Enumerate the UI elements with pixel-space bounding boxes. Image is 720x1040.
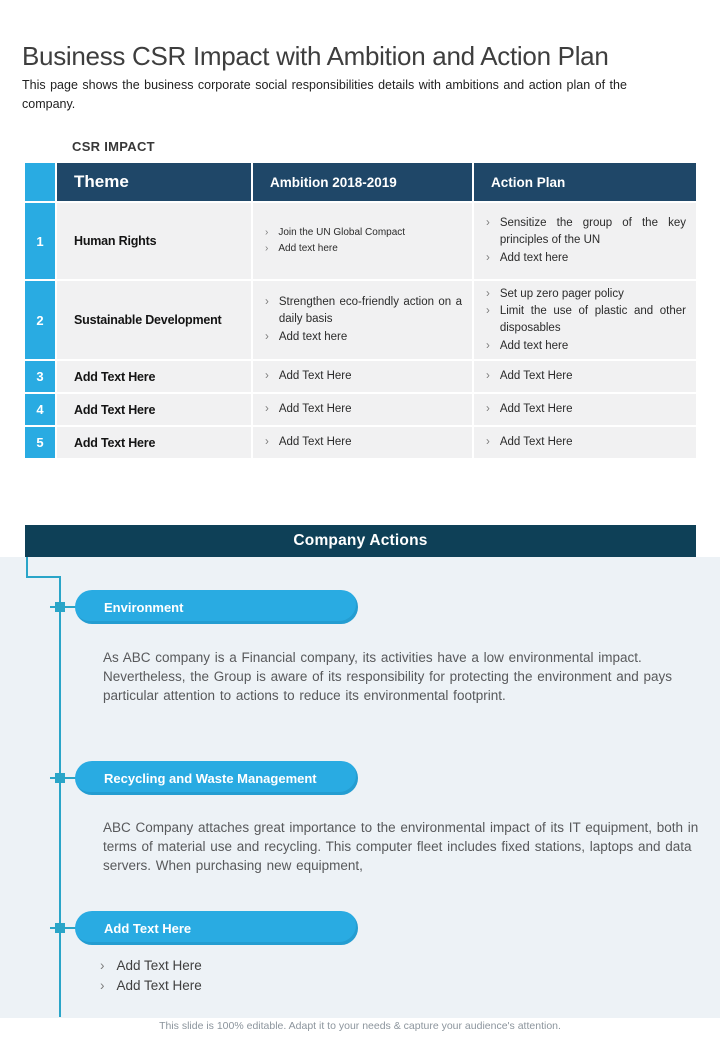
action-plan-cell bbox=[474, 427, 696, 458]
page-subtitle: This page shows the business corporate social responsibilities details with ambitions and action plan of the company. bbox=[22, 77, 627, 111]
ambition-cell bbox=[253, 427, 472, 458]
bullet-item: › Set up zero pager policy bbox=[486, 286, 686, 303]
column-header-theme: Theme bbox=[57, 163, 251, 201]
bullet-item: › Add Text Here bbox=[100, 956, 202, 976]
bullet-item: › Add text here bbox=[486, 338, 686, 355]
theme-cell: Human Rights bbox=[57, 203, 251, 279]
section-bullets-add-text bbox=[100, 956, 202, 995]
bullet-item: › Add text here bbox=[265, 242, 462, 257]
table-corner-cell bbox=[25, 163, 55, 201]
bullet-item: › Join the UN Global Compact bbox=[265, 226, 462, 241]
action-plan-cell bbox=[474, 394, 696, 425]
row-number: 5 bbox=[25, 427, 55, 458]
connector-line-vertical-main bbox=[59, 576, 61, 1017]
action-plan-cell bbox=[474, 281, 696, 359]
row-number: 3 bbox=[25, 361, 55, 392]
connector-node bbox=[55, 602, 65, 612]
bullet-item: › Add Text Here bbox=[486, 401, 686, 418]
connector-line-horizontal bbox=[26, 576, 61, 578]
ambition-cell bbox=[253, 394, 472, 425]
ambition-cell bbox=[253, 281, 472, 359]
bullet-item: › Add Text Here bbox=[486, 434, 686, 451]
ambition-cell bbox=[253, 361, 472, 392]
bullet-item: › Sensitize the group of the key principles of the UN bbox=[486, 215, 686, 248]
ambition-cell bbox=[253, 203, 472, 279]
row-number: 4 bbox=[25, 394, 55, 425]
section-pill-environment: Environment bbox=[75, 590, 358, 624]
csr-impact-label: CSR IMPACT bbox=[72, 139, 155, 154]
theme-cell: Add Text Here bbox=[57, 361, 251, 392]
csr-impact-table bbox=[25, 163, 696, 458]
theme-cell: Sustainable Development bbox=[57, 281, 251, 359]
section-body-environment: As ABC company is a Financial company, its activities have a low environmental impact. Nevertheless, the Group is aware of its responsibility for protecting the environment and pays particular attention to actions to reduce its environmental footprint. bbox=[103, 649, 673, 703]
page-title: Business CSR Impact with Ambition and Action Plan bbox=[22, 41, 609, 72]
action-plan-cell bbox=[474, 361, 696, 392]
section-pill-recycling: Recycling and Waste Management bbox=[75, 761, 358, 795]
bullet-item: › Add Text Here bbox=[265, 368, 462, 385]
bullet-item: › Add text here bbox=[265, 329, 462, 346]
column-header-ambition: Ambition 2018-2019 bbox=[253, 163, 472, 201]
section-pill-add-text: Add Text Here bbox=[75, 911, 358, 945]
row-number: 2 bbox=[25, 281, 55, 359]
connector-line-vertical-start bbox=[26, 557, 28, 578]
bullet-item: › Add Text Here bbox=[265, 434, 462, 451]
section-body-recycling: ABC Company attaches great importance to the environmental impact of its IT equipment, both in terms of material use and recycling. This computer fleet includes fixed stations, laptops and data servers. When purchasing new equipment, bbox=[103, 819, 699, 873]
action-plan-cell bbox=[474, 203, 696, 279]
row-number: 1 bbox=[25, 203, 55, 279]
theme-cell: Add Text Here bbox=[57, 427, 251, 458]
connector-node bbox=[55, 923, 65, 933]
column-header-action-plan: Action Plan bbox=[474, 163, 696, 201]
company-actions-banner: Company Actions bbox=[25, 525, 696, 557]
bullet-item: › Add Text Here bbox=[265, 401, 462, 418]
bullet-item: › Add text here bbox=[486, 250, 686, 267]
connector-node bbox=[55, 773, 65, 783]
bullet-item: › Strengthen eco-friendly action on a daily basis bbox=[265, 294, 462, 327]
footer-note: This slide is 100% editable. Adapt it to your needs & capture your audience's attention. bbox=[159, 1020, 561, 1032]
bullet-item: › Limit the use of plastic and other disposables bbox=[486, 303, 686, 336]
bullet-item: › Add Text Here bbox=[486, 368, 686, 385]
bullet-item: › Add Text Here bbox=[100, 976, 202, 996]
theme-cell: Add Text Here bbox=[57, 394, 251, 425]
